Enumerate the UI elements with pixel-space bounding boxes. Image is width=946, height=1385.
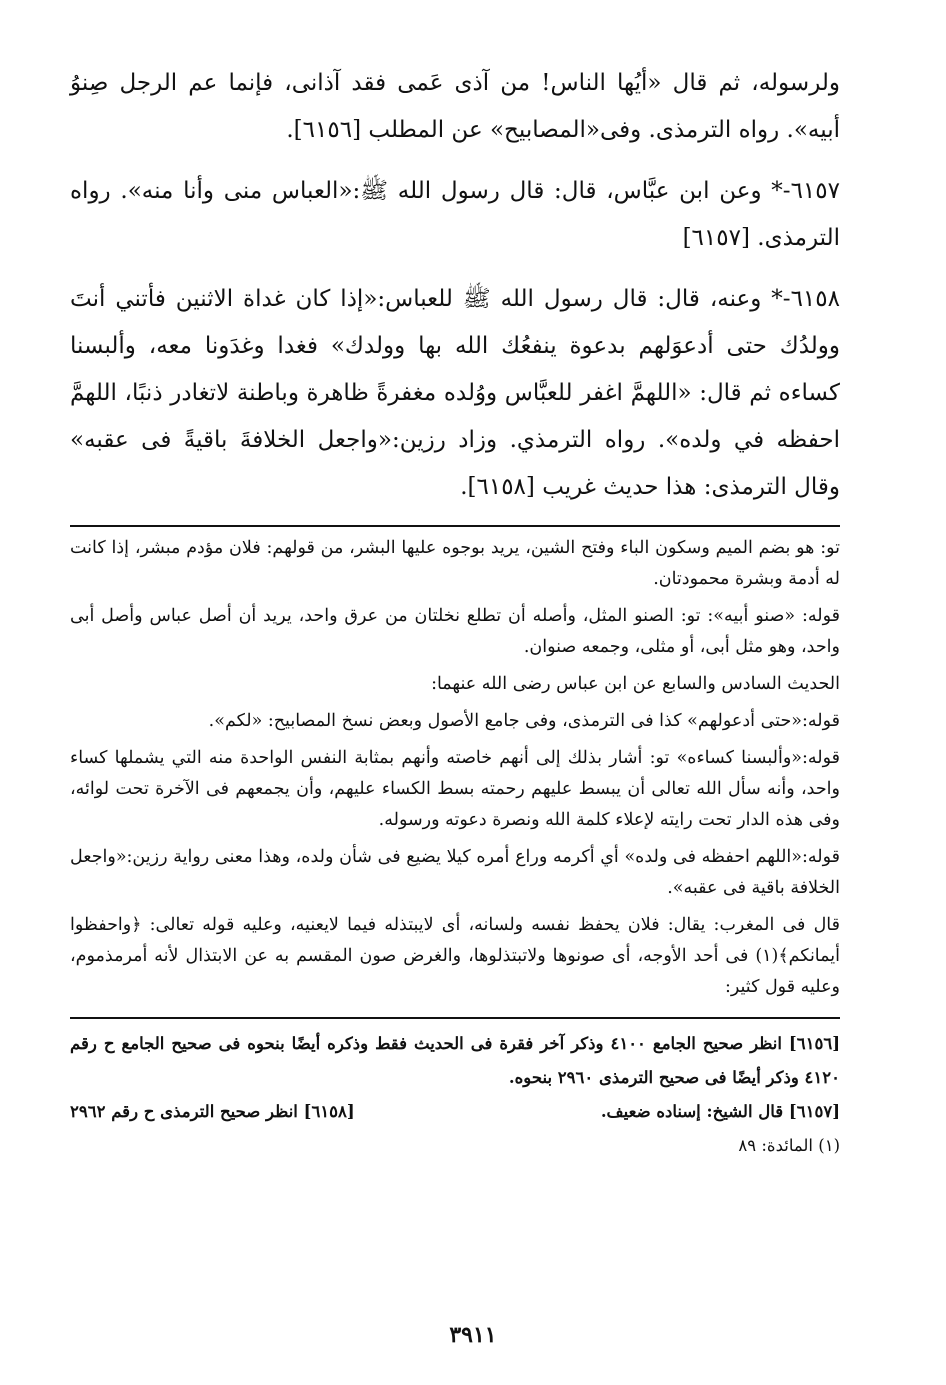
commentary-paragraph: قوله: «صنو أبيه»: تو: الصنو المثل، وأصله أن تطلع نخلتان من عرق واحد، يريد أن أصل عباس وأصل أبى واحد، وهو مثل أبى، أو مثلى، وجمعه صنوان. (70, 606, 840, 657)
footnote-1: (١) المائدة: ٨٩ (738, 1136, 840, 1155)
commentary-section (70, 533, 840, 1003)
footnote-6157: [٦١٥٧] قال الشيخ: إسناده ضعيف. (600, 1102, 840, 1121)
commentary-paragraph: قوله:«وألبسنا كساءه» تو: أشار بذلك إلى أنهم خاصته وأنهم بمثابة النفس الواحدة منه التي يشملها كساء واحد، وأنه سأل الله تعالى أن يبسط عليهم رحمته بسط الكساء عليهم، وأن يجمعهم فى الآخرة تحت لوائه، وفى هذه الدار تحت رايته لإعلاء كلمة الله ونصرة دعوته ورسوله. (70, 748, 840, 830)
commentary-paragraph: قال فى المغرب: يقال: فلان يحفظ نفسه ولسانه، أى لايبتذله فيما لايعنيه، وعليه قوله تعالى: ﴿واحفظوا أيمانكم﴾(١) فى أحد الأوجه، أى صونوها ولاتبتذلوها، والغرض صون المقسم به عن الابتذال لأنه أمرمذموم، وعليه قول كثير: (70, 915, 840, 997)
footnote-row (70, 1095, 840, 1129)
hadith-6158: ٦١٥٨-* وعنه، قال: قال رسول الله ﷺ للعباس:«إذا كان غداة الاثنين فأتني أنتَ وولدُك حتى أدعوَلهم بدعوة ينفعُك الله بها وولدك» فغدا وغدَونا معه، وألبسنا كساءه ثم قال: «اللهمَّ اغفر للعبَّاس ووُلده مغفرةً ظاهرة وباطنة لاتغادر ذنبًا، اللهمَّ احفظه في ولده». رواه الترمذي. وزاد رزين:«واجعل الخلافةَ باقيةً فى عقبه» وقال الترمذى: هذا حديث غريب [٦١٥٨]. (70, 286, 840, 500)
commentary-paragraph: تو: هو بضم الميم وسكون الباء وفتح الشين، يريد بوجوه عليها البشر، من قولهم: فلان مؤدم مبشر، إذا كانت له أدمة وبشرة محمودتان. (70, 538, 840, 589)
commentary-paragraph: الحديث السادس والسابع عن ابن عباس رضى الله عنهما: (431, 674, 840, 694)
footnote-divider (70, 1017, 840, 1019)
hadith-6156-continuation: ولرسوله، ثم قال «أيُها الناس! من آذى عَمى فقد آذانى، فإنما عم الرجل صِنوُ أبيه». رواه الترمذى. وفى«المصابيح» عن المطلب [٦١٥٦]. (70, 70, 840, 143)
footnotes-section (70, 1027, 840, 1163)
commentary-paragraph: قوله:«اللهم احفظه فى ولده» أي أكرمه وراع أمره كيلا يضيع فى شأن ولده، وهذا معنى رواية رزين:«واجعل الخلافة باقية فى عقبه». (70, 847, 840, 898)
footnote-6156: [٦١٥٦] انظر صحيح الجامع ٤١٠٠ وذكر آخر فقرة فى الحديث فقط وذكره أيضًا بنحوه فى صحيح الجامع ح رقم ٤١٢٠ وذكر أيضًا فى صحيح الترمذى ٢٩٦٠ بنحوه. (70, 1034, 840, 1087)
page-body (70, 60, 840, 1163)
page-number: ٣٩١١ (449, 1322, 497, 1348)
footnote-6158: [٦١٥٨] انظر صحيح الترمذى ح رقم ٢٩٦٢ (70, 1102, 355, 1121)
commentary-paragraph: قوله:«حتى أدعولهم» كذا فى الترمذى، وفى جامع الأصول وبعض نسخ المصابيح: «لكم». (208, 711, 840, 731)
commentary-divider (70, 525, 840, 527)
hadith-6157: ٦١٥٧-* وعن ابن عبَّاس، قال: قال رسول الله ﷺ:«العباس منى وأنا منه». رواه الترمذى. [٦١٥٧] (70, 178, 840, 251)
hadith-main-text (70, 60, 840, 511)
